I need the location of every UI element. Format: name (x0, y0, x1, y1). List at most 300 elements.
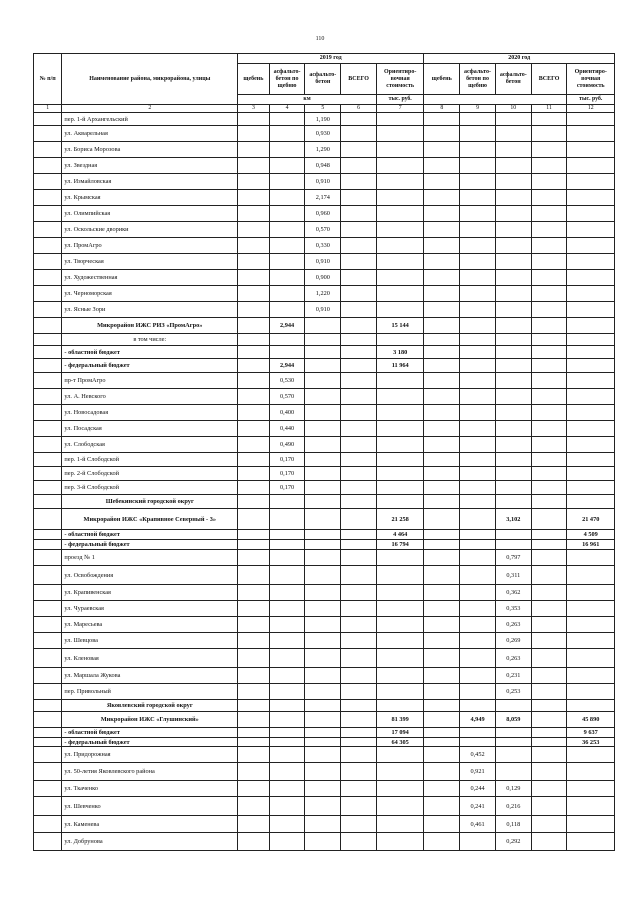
value-cell-col-5: 0,910 (305, 174, 341, 190)
value-cell-col-12: 4 509 (567, 530, 615, 540)
value-cell-col-5 (305, 359, 341, 373)
value-cell-col-10: 0,797 (495, 550, 531, 566)
value-cell-col-7 (376, 550, 423, 566)
value-cell-col-7 (376, 158, 423, 174)
value-cell-col-5 (305, 712, 341, 728)
value-cell-col-9 (460, 728, 496, 738)
value-cell-col-10: 0,269 (495, 633, 531, 649)
value-cell-col-4: 2,944 (269, 359, 305, 373)
table-row (34, 738, 615, 747)
value-cell-col-7 (376, 389, 423, 405)
col-number: 4 (269, 105, 305, 113)
value-cell-col-9 (460, 700, 496, 712)
street-name-cell: ул. Олимпийская (62, 206, 238, 222)
value-cell-col-10 (495, 359, 531, 373)
value-cell-col-12: 45 890 (567, 712, 615, 728)
value-cell-col-8 (424, 550, 460, 566)
street-name-cell: ул. Шевченко (62, 797, 238, 816)
col-number: 10 (495, 105, 531, 113)
value-cell-col-3 (238, 566, 270, 585)
value-cell-col-6 (341, 649, 377, 668)
row-number-cell (34, 346, 62, 359)
row-number-cell (34, 359, 62, 373)
street-name-cell: ул. А. Невского (62, 389, 238, 405)
value-cell-col-6 (341, 334, 377, 346)
value-cell-col-9 (460, 668, 496, 684)
value-cell-col-11 (531, 190, 567, 206)
table-row (34, 254, 615, 270)
header-2020-total: ВСЕГО (531, 64, 567, 95)
value-cell-col-11 (531, 566, 567, 585)
header-2020-unit-km (424, 95, 567, 105)
value-cell-col-6 (341, 684, 377, 700)
value-cell-col-12 (567, 346, 615, 359)
value-cell-col-5 (305, 437, 341, 453)
value-cell-col-8 (424, 373, 460, 389)
value-cell-col-11 (531, 142, 567, 158)
value-cell-col-9 (460, 421, 496, 437)
value-cell-col-7 (376, 270, 423, 286)
value-cell-col-3 (238, 530, 270, 540)
value-cell-col-7: 15 144 (376, 318, 423, 334)
street-name-cell: Яковлевский городской округ (62, 700, 238, 712)
value-cell-col-11 (531, 763, 567, 781)
value-cell-col-12 (567, 270, 615, 286)
row-number-cell (34, 270, 62, 286)
value-cell-col-11 (531, 633, 567, 649)
value-cell-col-11 (531, 405, 567, 421)
value-cell-col-4 (269, 797, 305, 816)
street-name-cell: ул. Черноморская (62, 286, 238, 302)
row-number-cell (34, 738, 62, 747)
header-no: № п/п (34, 54, 62, 105)
value-cell-col-4 (269, 495, 305, 509)
value-cell-col-6 (341, 550, 377, 566)
row-number-cell (34, 633, 62, 649)
value-cell-col-8 (424, 453, 460, 467)
value-cell-col-5: 0,948 (305, 158, 341, 174)
value-cell-col-3 (238, 585, 270, 601)
value-cell-col-6 (341, 797, 377, 816)
value-cell-col-4 (269, 712, 305, 728)
street-name-cell: ул. Бориса Морозова (62, 142, 238, 158)
value-cell-col-6 (341, 190, 377, 206)
value-cell-col-6 (341, 421, 377, 437)
value-cell-col-3 (238, 453, 270, 467)
value-cell-col-8 (424, 254, 460, 270)
value-cell-col-10: 0,216 (495, 797, 531, 816)
value-cell-col-4 (269, 566, 305, 585)
value-cell-col-7: 3 180 (376, 346, 423, 359)
value-cell-col-10: 0,253 (495, 684, 531, 700)
value-cell-col-6 (341, 495, 377, 509)
row-number-cell (34, 190, 62, 206)
value-cell-col-8 (424, 763, 460, 781)
row-number-cell (34, 728, 62, 738)
value-cell-col-4 (269, 530, 305, 540)
value-cell-col-3 (238, 540, 270, 550)
value-cell-col-3 (238, 601, 270, 617)
value-cell-col-3 (238, 158, 270, 174)
value-cell-col-3 (238, 238, 270, 254)
header-2020-cost: Ориентиро-вочная стоимость (567, 64, 615, 95)
value-cell-col-7 (376, 684, 423, 700)
value-cell-col-10 (495, 190, 531, 206)
value-cell-col-10 (495, 142, 531, 158)
table-row (34, 174, 615, 190)
value-cell-col-6 (341, 738, 377, 747)
table-row (34, 585, 615, 601)
value-cell-col-4 (269, 833, 305, 851)
value-cell-col-12 (567, 550, 615, 566)
value-cell-col-12 (567, 816, 615, 833)
value-cell-col-7 (376, 126, 423, 142)
value-cell-col-11 (531, 113, 567, 126)
row-number-cell (34, 254, 62, 270)
value-cell-col-8 (424, 481, 460, 495)
table-row (34, 158, 615, 174)
value-cell-col-9 (460, 585, 496, 601)
value-cell-col-5: 1,220 (305, 286, 341, 302)
street-name-cell: - областной бюджет (62, 530, 238, 540)
street-name-cell: ул. Крапивенская (62, 585, 238, 601)
value-cell-col-7 (376, 405, 423, 421)
value-cell-col-10: 0,362 (495, 585, 531, 601)
row-number-cell (34, 763, 62, 781)
value-cell-col-7 (376, 334, 423, 346)
value-cell-col-9 (460, 318, 496, 334)
street-name-cell: ул. Маршала Жукова (62, 668, 238, 684)
value-cell-col-12 (567, 158, 615, 174)
table-row (34, 781, 615, 797)
value-cell-col-11 (531, 781, 567, 797)
value-cell-col-9 (460, 481, 496, 495)
value-cell-col-3 (238, 254, 270, 270)
value-cell-col-4 (269, 238, 305, 254)
value-cell-col-3 (238, 481, 270, 495)
row-number-cell (34, 373, 62, 389)
value-cell-col-9 (460, 509, 496, 530)
value-cell-col-9 (460, 238, 496, 254)
value-cell-col-5 (305, 467, 341, 481)
col-number: 8 (424, 105, 460, 113)
value-cell-col-11 (531, 649, 567, 668)
table-row (34, 712, 615, 728)
value-cell-col-4 (269, 649, 305, 668)
value-cell-col-10 (495, 302, 531, 318)
value-cell-col-5 (305, 509, 341, 530)
value-cell-col-10 (495, 254, 531, 270)
value-cell-col-5 (305, 550, 341, 566)
value-cell-col-12 (567, 222, 615, 238)
value-cell-col-9 (460, 190, 496, 206)
value-cell-col-10 (495, 126, 531, 142)
value-cell-col-5 (305, 495, 341, 509)
header-2020-gravel: щебень (424, 64, 460, 95)
street-name-cell: ул. Художественная (62, 270, 238, 286)
table-row (34, 797, 615, 816)
value-cell-col-3 (238, 728, 270, 738)
value-cell-col-3 (238, 142, 270, 158)
value-cell-col-11 (531, 254, 567, 270)
col-number: 1 (34, 105, 62, 113)
value-cell-col-10 (495, 158, 531, 174)
value-cell-col-7 (376, 495, 423, 509)
row-number-cell (34, 700, 62, 712)
value-cell-col-12 (567, 649, 615, 668)
col-number: 9 (460, 105, 496, 113)
value-cell-col-12 (567, 142, 615, 158)
value-cell-col-8 (424, 113, 460, 126)
value-cell-col-5 (305, 346, 341, 359)
value-cell-col-8 (424, 617, 460, 633)
value-cell-col-4 (269, 617, 305, 633)
value-cell-col-6 (341, 254, 377, 270)
value-cell-col-3 (238, 405, 270, 421)
table-row (34, 206, 615, 222)
row-number-cell (34, 142, 62, 158)
value-cell-col-10: 0,263 (495, 617, 531, 633)
street-name-cell: Микрорайон ИЖС «Глушинский» (62, 712, 238, 728)
value-cell-col-12 (567, 481, 615, 495)
row-number-cell (34, 174, 62, 190)
value-cell-col-10 (495, 318, 531, 334)
value-cell-col-8 (424, 346, 460, 359)
value-cell-col-8 (424, 421, 460, 437)
col-number: 3 (238, 105, 270, 113)
value-cell-col-11 (531, 206, 567, 222)
value-cell-col-6 (341, 453, 377, 467)
value-cell-col-12 (567, 334, 615, 346)
value-cell-col-10 (495, 540, 531, 550)
value-cell-col-4 (269, 346, 305, 359)
value-cell-col-3 (238, 467, 270, 481)
col-number: 5 (305, 105, 341, 113)
value-cell-col-4: 0,170 (269, 481, 305, 495)
row-number-cell (34, 467, 62, 481)
value-cell-col-5 (305, 728, 341, 738)
value-cell-col-3 (238, 712, 270, 728)
header-year-2020: 2020 год (424, 54, 615, 64)
value-cell-col-12 (567, 747, 615, 763)
value-cell-col-3 (238, 174, 270, 190)
table-row (34, 747, 615, 763)
table-row (34, 816, 615, 833)
value-cell-col-12 (567, 763, 615, 781)
value-cell-col-3 (238, 126, 270, 142)
page-number: 110 (315, 36, 325, 42)
value-cell-col-8 (424, 142, 460, 158)
value-cell-col-9 (460, 142, 496, 158)
value-cell-col-6 (341, 816, 377, 833)
street-name-cell: пер. Привольный (62, 684, 238, 700)
value-cell-col-10 (495, 334, 531, 346)
row-number-cell (34, 286, 62, 302)
row-number-cell (34, 550, 62, 566)
street-name-cell: пер. 2-й Слободской (62, 467, 238, 481)
value-cell-col-10 (495, 206, 531, 222)
value-cell-col-8 (424, 318, 460, 334)
value-cell-col-11 (531, 467, 567, 481)
value-cell-col-7 (376, 700, 423, 712)
value-cell-col-9 (460, 222, 496, 238)
value-cell-col-10 (495, 222, 531, 238)
value-cell-col-5 (305, 405, 341, 421)
value-cell-col-12 (567, 566, 615, 585)
value-cell-col-5 (305, 633, 341, 649)
street-name-cell: ул. Крымская (62, 190, 238, 206)
value-cell-col-7 (376, 286, 423, 302)
value-cell-col-9: 0,461 (460, 816, 496, 833)
value-cell-col-5 (305, 833, 341, 851)
value-cell-col-11 (531, 126, 567, 142)
value-cell-col-11 (531, 389, 567, 405)
value-cell-col-7 (376, 238, 423, 254)
value-cell-col-5 (305, 816, 341, 833)
value-cell-col-9 (460, 286, 496, 302)
row-number-cell (34, 530, 62, 540)
value-cell-col-7 (376, 190, 423, 206)
value-cell-col-12 (567, 437, 615, 453)
value-cell-col-11 (531, 833, 567, 851)
header-row-column-numbers (34, 105, 615, 113)
value-cell-col-12 (567, 585, 615, 601)
value-cell-col-8 (424, 270, 460, 286)
value-cell-col-3 (238, 190, 270, 206)
value-cell-col-5 (305, 781, 341, 797)
value-cell-col-11 (531, 509, 567, 530)
street-name-cell: ул. Освобождения (62, 566, 238, 585)
value-cell-col-4: 2,944 (269, 318, 305, 334)
table-row (34, 389, 615, 405)
value-cell-col-8 (424, 334, 460, 346)
value-cell-col-6 (341, 728, 377, 738)
value-cell-col-10 (495, 738, 531, 747)
value-cell-col-10 (495, 174, 531, 190)
value-cell-col-12 (567, 254, 615, 270)
value-cell-col-9 (460, 254, 496, 270)
value-cell-col-6 (341, 566, 377, 585)
value-cell-col-5 (305, 389, 341, 405)
table-row (34, 453, 615, 467)
value-cell-col-6 (341, 113, 377, 126)
table-row (34, 467, 615, 481)
value-cell-col-9 (460, 334, 496, 346)
value-cell-col-10 (495, 389, 531, 405)
value-cell-col-9 (460, 540, 496, 550)
value-cell-col-9 (460, 359, 496, 373)
value-cell-col-11 (531, 550, 567, 566)
value-cell-col-4 (269, 540, 305, 550)
value-cell-col-3 (238, 633, 270, 649)
street-name-cell: - областной бюджет (62, 728, 238, 738)
value-cell-col-5: 2,174 (305, 190, 341, 206)
value-cell-col-9 (460, 346, 496, 359)
street-name-cell: ул. Измайловская (62, 174, 238, 190)
value-cell-col-11 (531, 346, 567, 359)
value-cell-col-9 (460, 405, 496, 421)
value-cell-col-7 (376, 222, 423, 238)
value-cell-col-12 (567, 113, 615, 126)
table-row (34, 668, 615, 684)
value-cell-col-5 (305, 797, 341, 816)
value-cell-col-5 (305, 763, 341, 781)
value-cell-col-5: 1,290 (305, 142, 341, 158)
street-name-cell: ул. Оскольские дворики (62, 222, 238, 238)
value-cell-col-7 (376, 437, 423, 453)
value-cell-col-10 (495, 270, 531, 286)
value-cell-col-3 (238, 763, 270, 781)
value-cell-col-12 (567, 797, 615, 816)
value-cell-col-3 (238, 495, 270, 509)
value-cell-col-4 (269, 601, 305, 617)
value-cell-col-10 (495, 405, 531, 421)
street-name-cell: ул. Творческая (62, 254, 238, 270)
value-cell-col-6 (341, 286, 377, 302)
value-cell-col-4 (269, 684, 305, 700)
value-cell-col-4 (269, 302, 305, 318)
value-cell-col-9 (460, 302, 496, 318)
value-cell-col-6 (341, 238, 377, 254)
value-cell-col-7: 17 094 (376, 728, 423, 738)
value-cell-col-6 (341, 585, 377, 601)
value-cell-col-10 (495, 437, 531, 453)
value-cell-col-8 (424, 738, 460, 747)
value-cell-col-8 (424, 633, 460, 649)
street-name-cell: ул. Придорожная (62, 747, 238, 763)
value-cell-col-4 (269, 550, 305, 566)
value-cell-col-5 (305, 481, 341, 495)
street-name-cell: пер. 3-й Слободской (62, 481, 238, 495)
value-cell-col-7 (376, 421, 423, 437)
value-cell-col-7 (376, 797, 423, 816)
value-cell-col-11 (531, 453, 567, 467)
value-cell-col-8 (424, 728, 460, 738)
value-cell-col-3 (238, 668, 270, 684)
value-cell-col-12 (567, 359, 615, 373)
value-cell-col-5: 0,910 (305, 302, 341, 318)
value-cell-col-10: 0,129 (495, 781, 531, 797)
value-cell-col-7 (376, 373, 423, 389)
value-cell-col-9 (460, 684, 496, 700)
header-year-2019: 2019 год (238, 54, 424, 64)
value-cell-col-11 (531, 481, 567, 495)
value-cell-col-4 (269, 270, 305, 286)
value-cell-col-7: 21 258 (376, 509, 423, 530)
col-number: 2 (62, 105, 238, 113)
table-row (34, 684, 615, 700)
street-name-cell: ул. Слободская (62, 437, 238, 453)
value-cell-col-8 (424, 405, 460, 421)
value-cell-col-9 (460, 550, 496, 566)
table-row (34, 126, 615, 142)
header-2019-total: ВСЕГО (341, 64, 377, 95)
street-name-cell: пер. 1-й Архангельский (62, 113, 238, 126)
value-cell-col-4 (269, 126, 305, 142)
street-name-cell: ул. Каменева (62, 816, 238, 833)
table-row (34, 190, 615, 206)
table-row (34, 728, 615, 738)
value-cell-col-6 (341, 833, 377, 851)
value-cell-col-5 (305, 684, 341, 700)
value-cell-col-11 (531, 174, 567, 190)
value-cell-col-4 (269, 113, 305, 126)
value-cell-col-8 (424, 495, 460, 509)
value-cell-col-11 (531, 318, 567, 334)
value-cell-col-3 (238, 649, 270, 668)
value-cell-col-10: 0,263 (495, 649, 531, 668)
value-cell-col-9 (460, 174, 496, 190)
